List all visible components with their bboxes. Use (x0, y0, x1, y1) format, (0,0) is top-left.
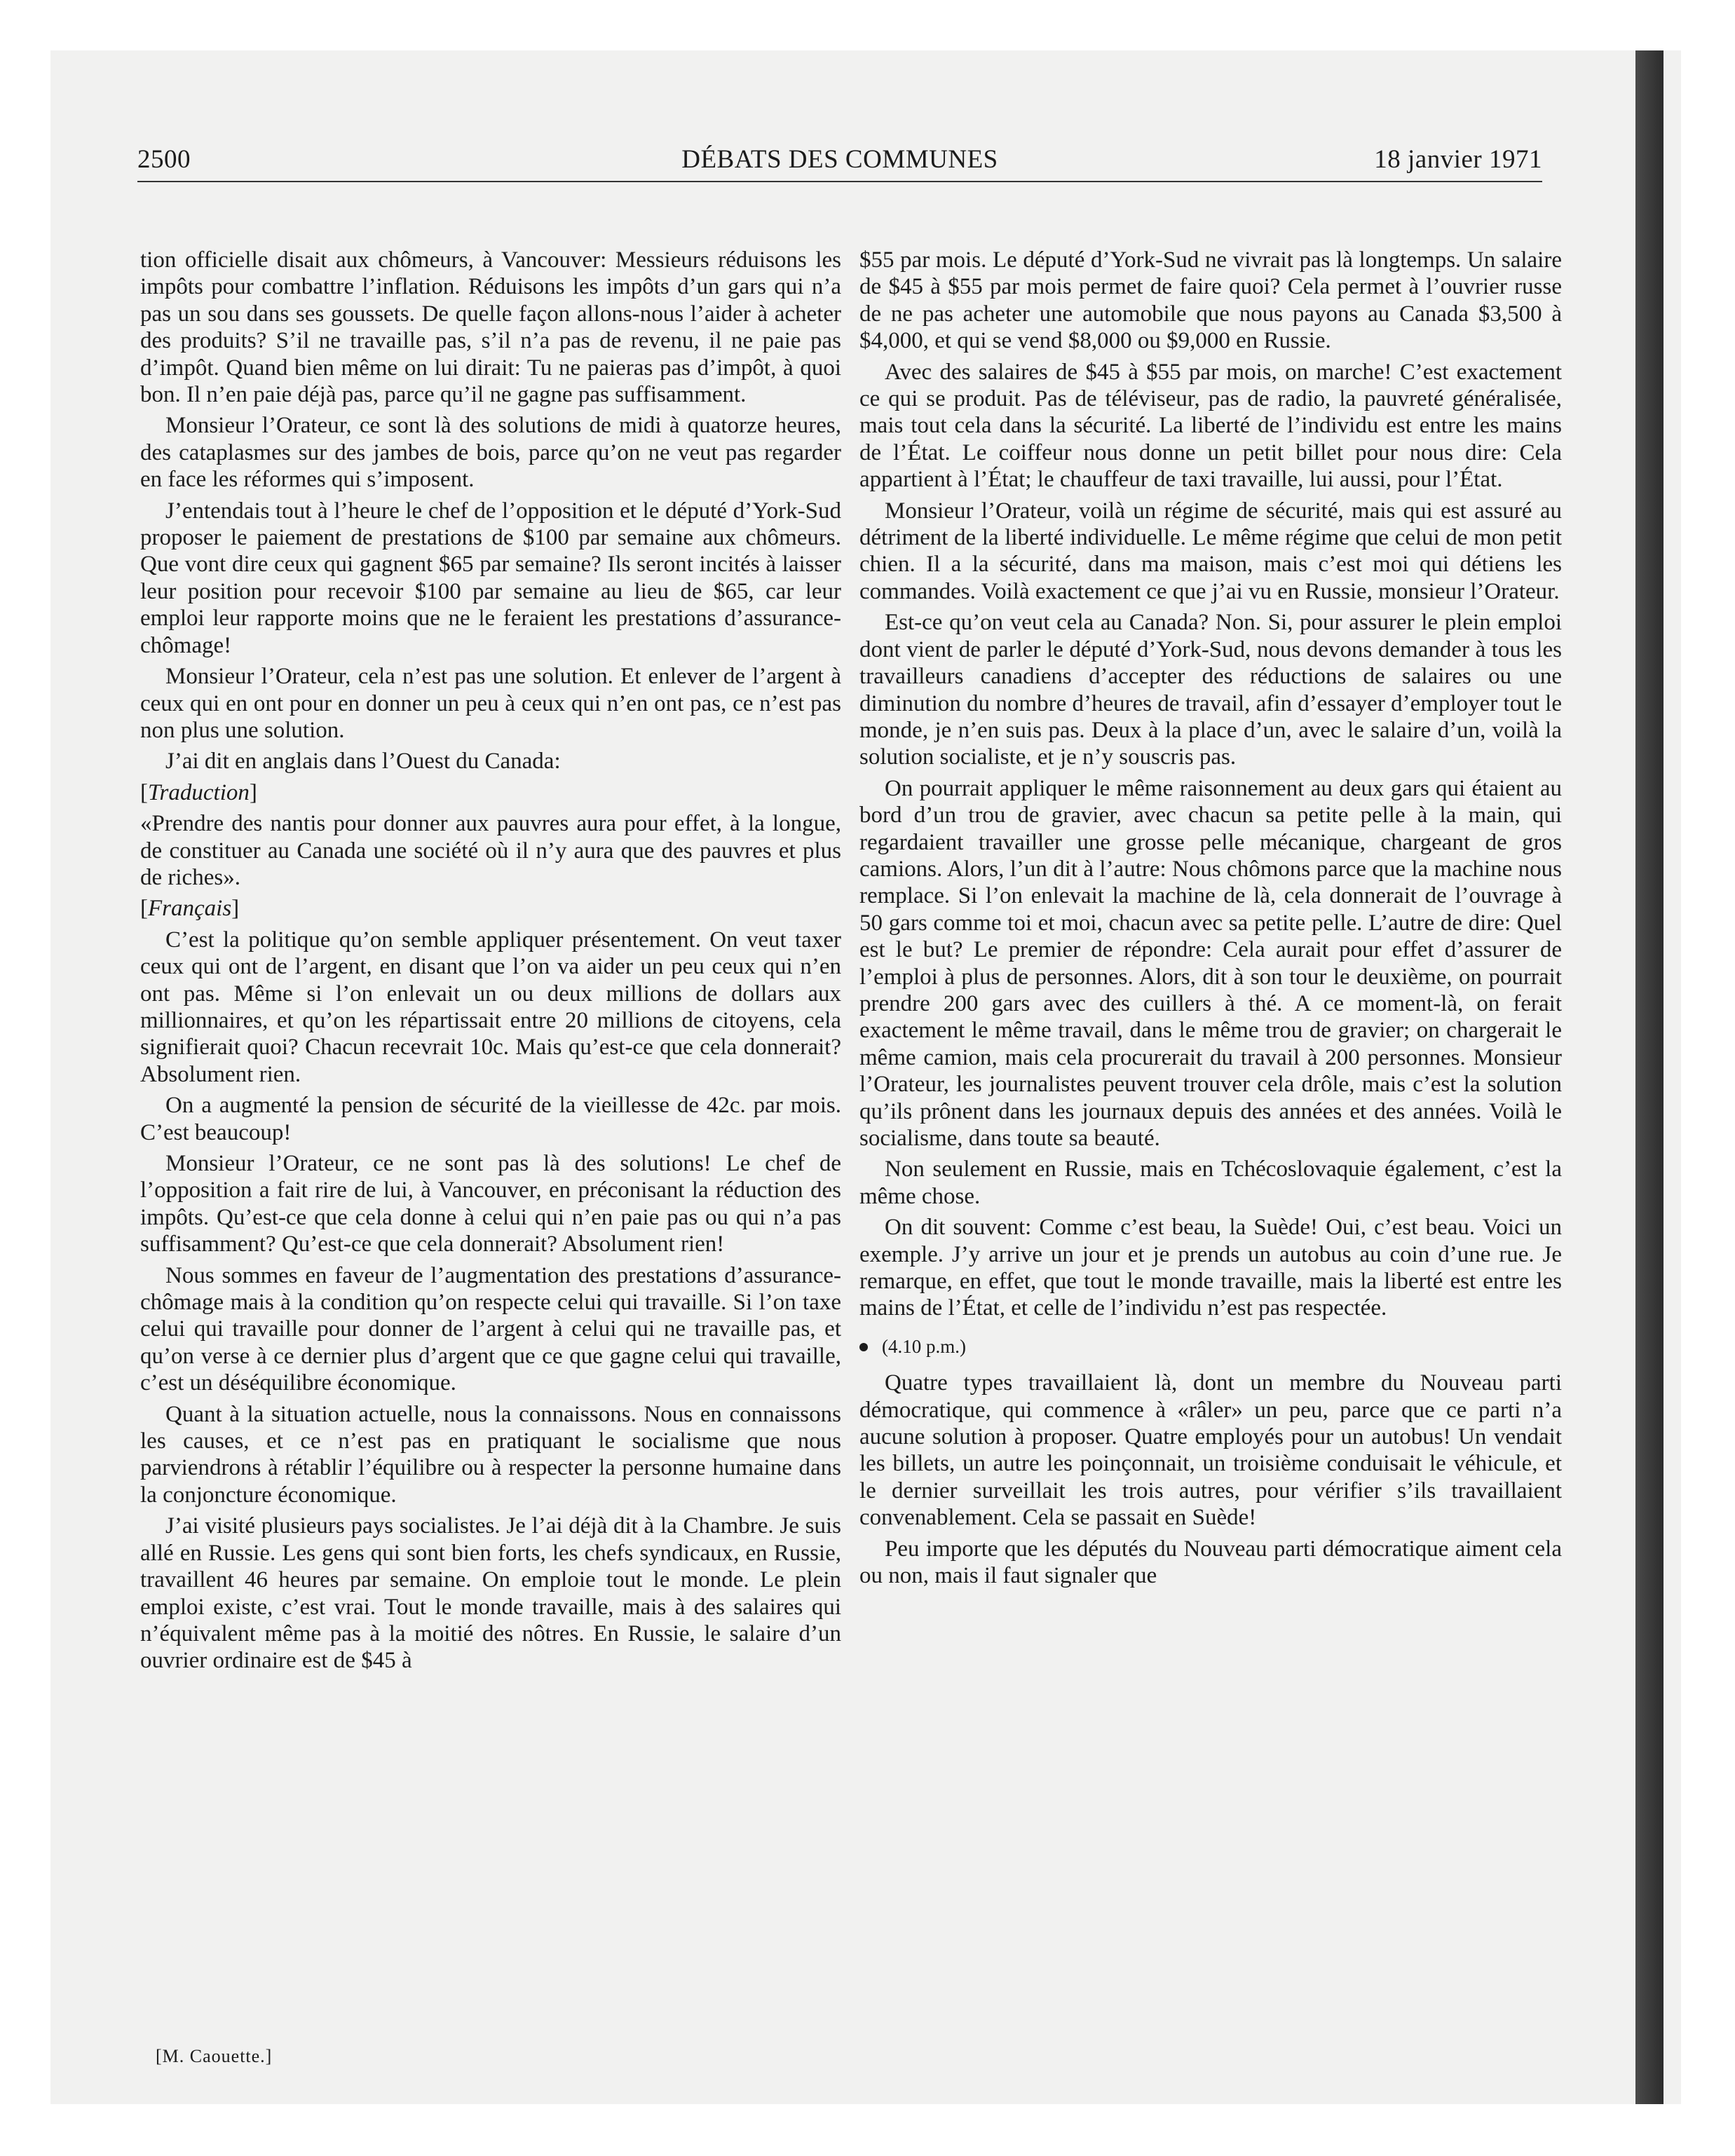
paragraph: On dit souvent: Comme c’est beau, la Suède! Oui, c’est beau. Voici un exemple. J’y arrive un jour et je prends un autobus au coin d’une rue. Je remarque, en effet, que tout le monde travaille, mais la liberté est entre les mains de l’État, et celle de l’individu n’est pas respectée. (859, 1215, 1562, 1321)
paragraph: Monsieur l’Orateur, ce sont là des solutions de midi à quatorze heures, des cataplasmes sur des jambes de bois, parce qu’on ne veut pas regarder en face les réformes qui s’imposent. (140, 413, 841, 493)
paragraph: Quant à la situation actuelle, nous la connaissons. Nous en connaissons les causes, et ce n’est pas en pratiquant le socialisme que nous parviendrons à rétablir l’équilibre ou à respecter la personne humaine dans la conjoncture économique. (140, 1401, 841, 1508)
paragraph: Peu importe que les députés du Nouveau parti démocratique aiment cela ou non, mais il faut signaler que (859, 1536, 1562, 1589)
page-number: 2500 (137, 145, 191, 174)
page-date: 18 janvier 1971 (1374, 145, 1542, 174)
publication-title: DÉBATS DES COMMUNES (681, 145, 998, 174)
paragraph: J’ai dit en anglais dans l’Ouest du Canada: (165, 749, 561, 775)
paragraph: tion officielle disait aux chômeurs, à Vancouver: Messieurs réduisons les impôts pour combattre l’inflation. Réduisons les impôts d’un gars qui n’a pas un sou dans ses goussets. De quelle façon allons-nous l’aider à acheter des produits? S’il ne travaille pas, s’il n’a pas de revenu, il ne paie pas d’impôt. Quand bien même on lui dirait: Tu ne paieras pas d’impôt, à quoi bon. Il n’en paie déjà pas, parce qu’il ne gagne pas suffisamment. (140, 247, 841, 408)
paragraph: Est-ce qu’on veut cela au Canada? Non. Si, pour assurer le plein emploi dont vient de parler le député d’York-Sud, nous devons demander à tous les travailleurs canadiens d’accepter des réductions de salaires ou une diminution du nombre d’heures de travail, afin d’essayer d’employer tout le monde, je n’en suis pas. Deux à la place d’un, avec le salaire d’un, voilà la solution socialiste, et je n’y souscris pas. (859, 610, 1562, 770)
section-tag-translation: [Traduction] (140, 779, 257, 805)
speaker-attribution: [M. Caouette.] (156, 2046, 273, 2066)
paragraph: $55 par mois. Le député d’York-Sud ne vivrait pas là longtemps. Un salaire de $45 à $55 par mois permet de faire quoi? Cela permet à l’ouvrier russe de ne pas acheter une automobile que nous payons au Canada $3,500 à $4,000, et qui se vend $8,000 ou $9,000 en Russie. (859, 247, 1562, 354)
paragraph: C’est la politique qu’on semble appliquer présentement. On veut taxer ceux qui ont de l’argent, en disant que l’on va aider un peu ceux qui n’en ont pas. Même si l’on enlevait un ou deux millions de dollars aux millionnaires, et qu’on les répartissait entre 20 millions de citoyens, cela signifierait quoi? Chacun recevrait 10c. Mais qu’est-ce que cela donnerait? Absolument rien. (140, 927, 841, 1087)
paragraph: J’entendais tout à l’heure le chef de l’opposition et le député d’York-Sud proposer le paiement de prestations de $100 par semaine aux chômeurs. Que vont dire ceux qui gagnent $65 par semaine? Ils seront incités à laisser leur position pour recevoir $100 par semaine au lieu de $65, car leur emploi leur rapporte moins que ne le feraient les prestations d’assurance-chômage! (140, 498, 841, 658)
bullet-icon (859, 1343, 868, 1351)
paragraph: Quatre types travaillaient là, dont un membre du Nouveau parti démocratique, qui commence à «râler» un peu, parce que ce parti n’a aucune solution à proposer. Quatre employés pour un autobus! Un vendait les billets, un autre les poinçonnait, un troisième conduisait le véhicule, et le dernier surveillait les trois autres, pour vérifier s’ils travaillaient convenablement. Cela se passait en Suède! (859, 1370, 1562, 1531)
quotation: «Prendre des nantis pour donner aux pauvres aura pour effet, à la longue, de constituer au Canada une société où il n’y aura que des pauvres et plus de riches». (140, 811, 841, 890)
paragraph: Monsieur l’Orateur, cela n’est pas une solution. Et enlever de l’argent à ceux qui en ont pour en donner un peu à ceux qui n’en ont pas, ce n’est pas non plus une solution. (140, 664, 841, 743)
right-column (859, 247, 1562, 1594)
page-header (137, 144, 1542, 185)
left-column (140, 247, 841, 1679)
paragraph: J’ai visité plusieurs pays socialistes. Je l’ai déjà dit à la Chambre. Je suis allé en Russie. Les gens qui sont bien forts, les chefs syndicaux, en Russie, travaillent 46 heures par semaine. On emploie tout le monde. Le plein emploi existe, c’est vrai. Tout le monde travaille, mais à des salaires qui n’équivalent même pas à la moitié des nôtres. En Russie, le salaire d’un ouvrier ordinaire est de $45 à (140, 1513, 841, 1674)
section-tag-french: [Français] (140, 896, 240, 922)
paragraph: Non seulement en Russie, mais en Tchécoslovaquie également, c’est la même chose. (859, 1157, 1562, 1209)
page-binding-edge (1635, 50, 1663, 2104)
section-tag-label: Traduction (148, 779, 250, 805)
paragraph: Monsieur l’Orateur, ce ne sont pas là des solutions! Le chef de l’opposition a fait rire de lui, à Vancouver, en préconisant la réduction des impôts. Qu’est-ce que cela donne à celui qui n’en paie pas ou qui n’a pas suffisamment? Qu’est-ce que cela donnerait? Absolument rien! (140, 1151, 841, 1257)
paragraph: Nous sommes en faveur de l’augmentation des prestations d’assurance-chômage mais à la condition qu’on respecte celui qui travaille. Si l’on taxe celui qui travaille pour donner de l’argent à celui qui ne travaille pas, et qu’on verse à ce dernier plus d’argent que ce que gagne celui qui travaille, c’est un déséquilibre économique. (140, 1262, 841, 1396)
paragraph: On a augmenté la pension de sécurité de la vieillesse de 42c. par mois. C’est beaucoup! (140, 1093, 841, 1145)
time-marker (859, 1333, 1562, 1360)
paragraph: On pourrait appliquer le même raisonnement au deux gars qui étaient au bord d’un trou de gravier, avec chacun sa petite pelle à la main, qui regardaient travailler une grosse pelle mécanique, chargeant de gros camions. Alors, l’un dit à l’autre: Nous chômons parce que la machine nous remplace. Si l’on enlevait la machine de là, cela donnerait de l’ouvrage à 50 gars comme toi et moi, chacun avec sa petite pelle. L’autre de dire: Quel est le but? Le premier de répondre: Cela aurait pour effet d’assurer de l’emploi à plus de personnes. Alors, dit à son tour le deuxième, on pourrait prendre 200 gars avec des cuillers à thé. A ce moment-là, on ferait exactement le même travail, dans le même trou de gravier; on chargerait le même camion, mais cela procurerait du travail à 200 personnes. Monsieur l’Orateur, les journalistes peuvent trouver cela drôle, mais c’est la solution qu’ils prônent dans les journaux depuis des années et des années. Voilà le socialisme, dans toute sa beauté. (859, 775, 1562, 1151)
header-rule (137, 181, 1542, 182)
paragraph: Monsieur l’Orateur, voilà un régime de sécurité, mais qui est assuré au détriment de la liberté individuelle. Le même régime que celui de mon petit chien. Il a la sécurité, dans ma maison, mais c’est moi qui détiens les commandes. Voilà exactement ce que j’ai vu en Russie, monsieur l’Orateur. (859, 498, 1562, 604)
paragraph: Avec des salaires de $45 à $55 par mois, on marche! C’est exactement ce qui se produit. Pas de téléviseur, pas de radio, la pauvreté généralisée, mais tout cela dans la sécurité. La liberté de l’individu est entre les mains de l’État. Le coiffeur nous donne un petit billet pour nous dire: Cela appartient à l’État; le chauffeur de taxi travaille, lui aussi, pour l’État. (859, 359, 1562, 493)
section-tag-label: Français (148, 896, 232, 922)
time-stamp: (4.10 p.m.) (882, 1335, 966, 1357)
